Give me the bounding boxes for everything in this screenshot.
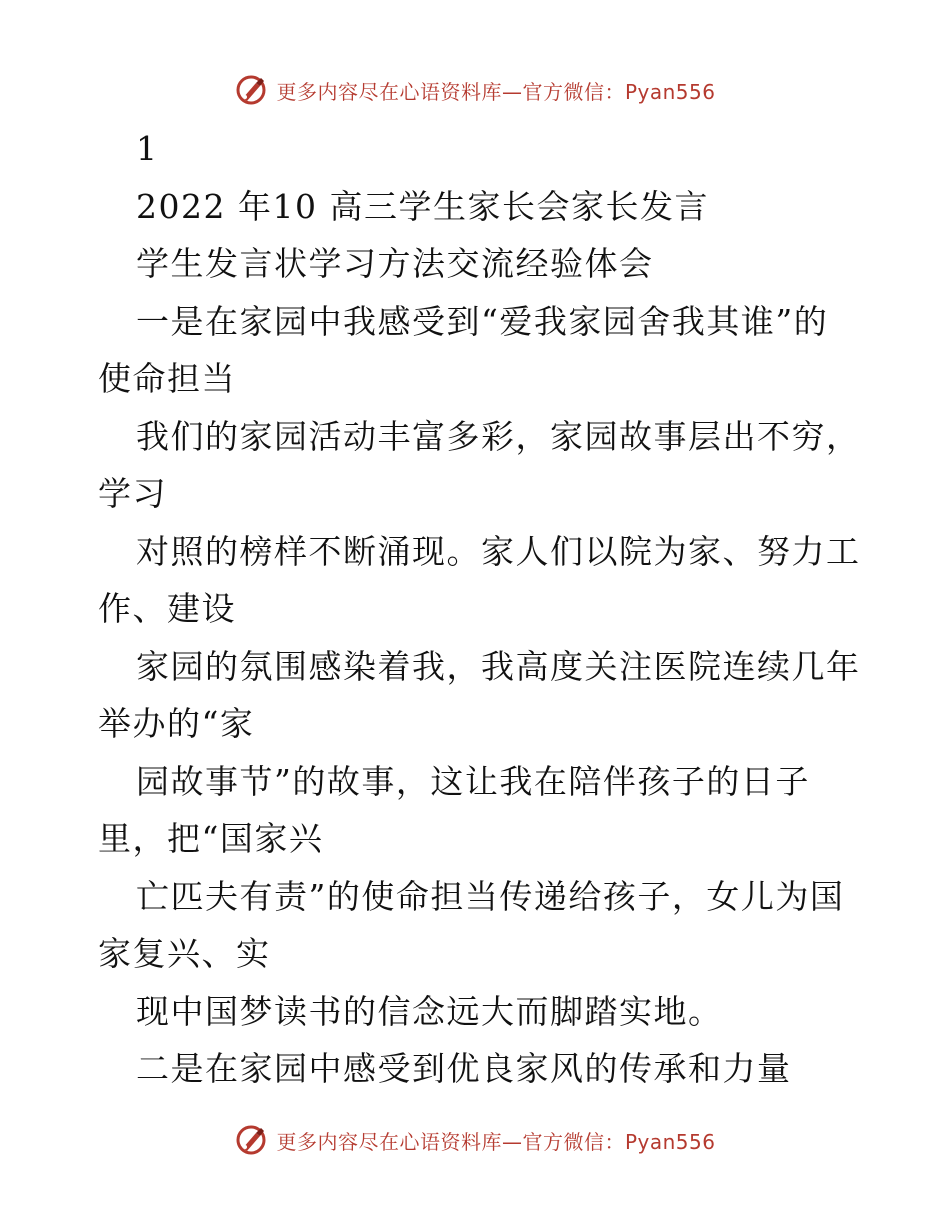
watermark-text: 更多内容尽在心语资料库—官方微信：Pyan556 <box>276 1129 716 1154</box>
text-line: 园故事节”的故事，这让我在陪伴孩子的日子 <box>136 761 810 801</box>
text-line: 使命担当 <box>98 359 236 398</box>
text-line: 对照的榜样不断涌现。家人们以院为家、努力工 <box>136 531 861 571</box>
header-watermark <box>0 70 950 110</box>
text-line: 作、建设 <box>98 589 236 628</box>
text-line: 学习 <box>98 474 167 513</box>
text-line: 学生发言状学习方法交流经验体会 <box>136 244 654 283</box>
text-line: 亡匹夫有责”的使命担当传递给孩子，女儿为国 <box>136 876 845 916</box>
document-body <box>98 120 861 1098</box>
pen-seal-logo-icon <box>234 73 268 107</box>
text-line: 现中国梦读书的信念远大而脚踏实地。 <box>136 991 723 1031</box>
text-line: 二是在家园中感受到优良家风的传承和力量 <box>136 1049 792 1088</box>
text-line: 家园的氛围感染着我，我高度关注医院连续几年 <box>136 646 861 686</box>
footer-watermark <box>0 1120 950 1160</box>
watermark-text: 更多内容尽在心语资料库—官方微信：Pyan556 <box>276 79 716 104</box>
text-line: 1 <box>136 129 159 168</box>
text-line: 2022 年10 高三学生家长会家长发言 <box>136 186 709 226</box>
text-line: 我们的家园活动丰富多彩，家园故事层出不穷， <box>136 416 861 456</box>
text-line: 家复兴、实 <box>98 934 271 973</box>
text-line: 里，把“国家兴 <box>98 819 324 858</box>
text-line: 一是在家园中我感受到“爱我家园舍我其谁”的 <box>136 301 829 341</box>
text-line: 举办的“家 <box>98 704 255 743</box>
pen-seal-logo-icon <box>234 1123 268 1157</box>
